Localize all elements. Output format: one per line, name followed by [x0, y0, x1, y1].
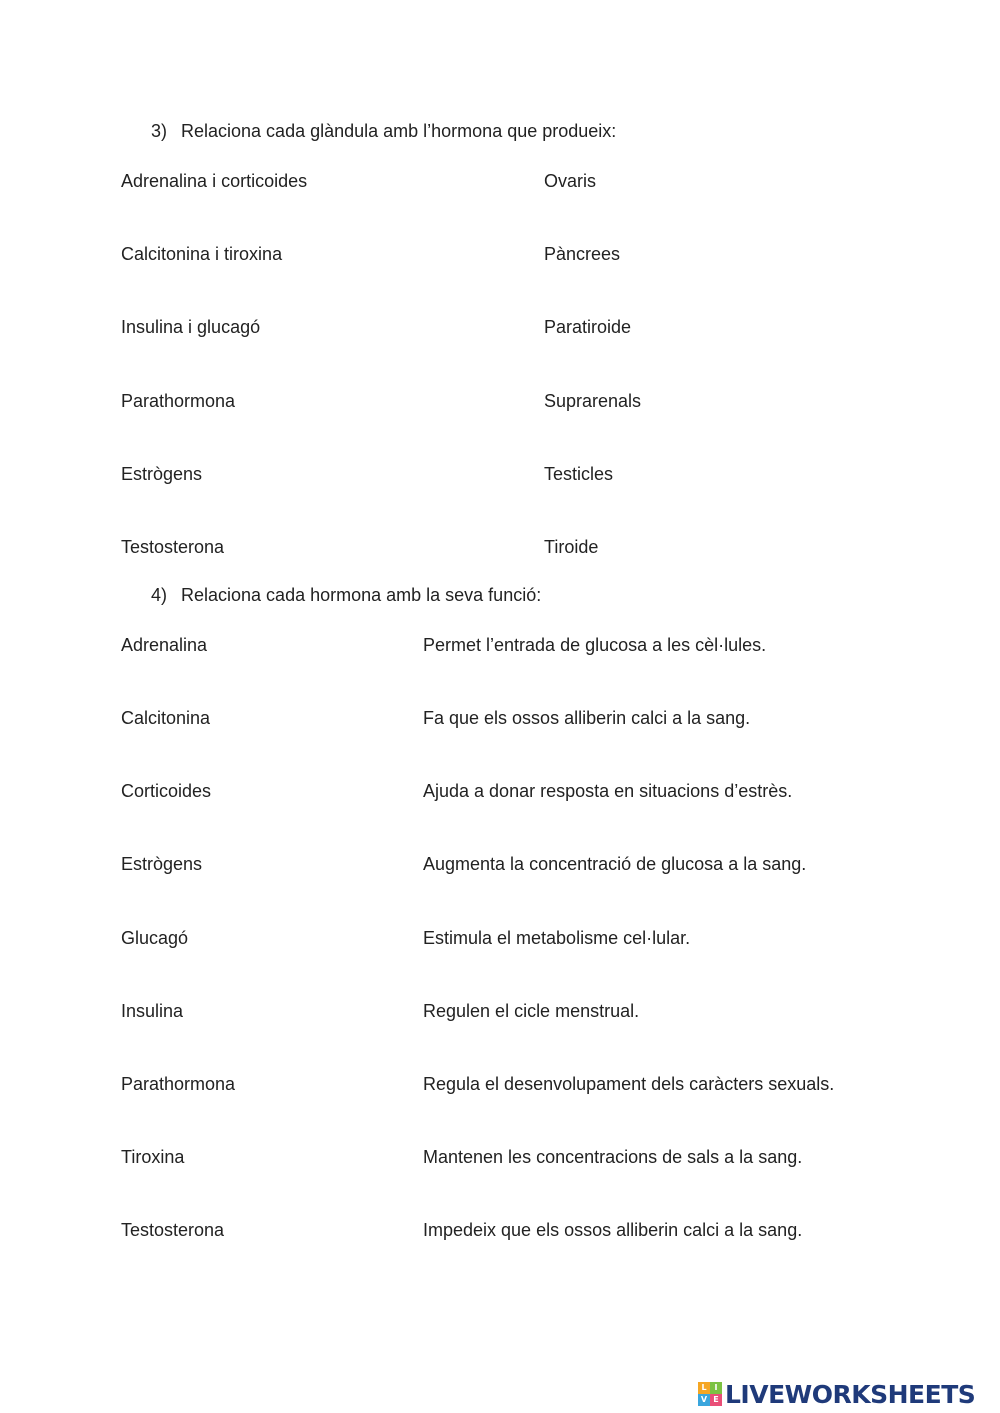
q4-function-item[interactable]: Regula el desenvolupament dels caràcters sexuals.: [423, 1074, 835, 1094]
logo-mark-tile: L: [698, 1382, 710, 1394]
q3-hormone-item[interactable]: Adrenalina i corticoides: [121, 171, 308, 191]
q4-function-item[interactable]: Augmenta la concentració de glucosa a la sang.: [423, 854, 807, 874]
q3-hormone-item[interactable]: Calcitonina i tiroxina: [121, 244, 283, 264]
q3-hormone-item[interactable]: Parathormona: [121, 391, 236, 411]
q3-gland-item[interactable]: Tiroide: [544, 537, 599, 557]
q4-hormone-item[interactable]: Insulina: [121, 1001, 184, 1021]
logo-mark-icon: [698, 1382, 722, 1406]
q3-heading: [151, 120, 616, 142]
q3-number: 3): [151, 121, 168, 141]
q3-hormone-item[interactable]: Insulina i glucagó: [121, 317, 261, 337]
q4-function-item[interactable]: Ajuda a donar resposta en situacions d’estrès.: [423, 781, 793, 801]
q4-heading: [151, 584, 541, 606]
q4-number: 4): [151, 585, 168, 605]
logo-mark-tile: V: [698, 1394, 710, 1406]
q4-function-item[interactable]: Impedeix que els ossos alliberin calci a la sang.: [423, 1220, 803, 1240]
q3-gland-item[interactable]: Paratiroide: [544, 317, 632, 337]
q4-hormone-item[interactable]: Glucagó: [121, 928, 189, 948]
q3-gland-item[interactable]: Pàncrees: [544, 244, 621, 264]
liveworksheets-logo: [698, 1380, 975, 1408]
q4-function-item[interactable]: Mantenen les concentracions de sals a la sang.: [423, 1147, 803, 1167]
q4-hormone-item[interactable]: Estrògens: [121, 854, 203, 874]
q3-gland-item[interactable]: Suprarenals: [544, 391, 642, 411]
q4-hormone-item[interactable]: Parathormona: [121, 1074, 236, 1094]
q4-hormone-item[interactable]: Calcitonina: [121, 708, 211, 728]
logo-mark-tile: I: [710, 1382, 722, 1394]
q4-function-item[interactable]: Permet l’entrada de glucosa a les cèl·lules.: [423, 635, 767, 655]
q3-hormone-item[interactable]: Testosterona: [121, 537, 225, 557]
q4-hormone-item[interactable]: Adrenalina: [121, 635, 208, 655]
q4-hormone-item[interactable]: Testosterona: [121, 1220, 225, 1240]
q3-hormone-item[interactable]: Estrògens: [121, 464, 203, 484]
q4-function-item[interactable]: Fa que els ossos alliberin calci a la sang.: [423, 708, 751, 728]
q4-hormone-item[interactable]: Corticoides: [121, 781, 212, 801]
q4-function-item[interactable]: Estimula el metabolisme cel·lular.: [423, 928, 691, 948]
logo-text: LIVEWORKSHEETS: [725, 1379, 976, 1409]
logo-mark-tile: E: [710, 1394, 722, 1406]
q4-function-item[interactable]: Regulen el cicle menstrual.: [423, 1001, 640, 1021]
q4-hormone-item[interactable]: Tiroxina: [121, 1147, 185, 1167]
q3-gland-item[interactable]: Testicles: [544, 464, 614, 484]
q3-gland-item[interactable]: Ovaris: [544, 171, 597, 191]
q4-title: Relaciona cada hormona amb la seva funció:: [181, 585, 542, 605]
q3-title: Relaciona cada glàndula amb l’hormona que produeix:: [181, 121, 617, 141]
